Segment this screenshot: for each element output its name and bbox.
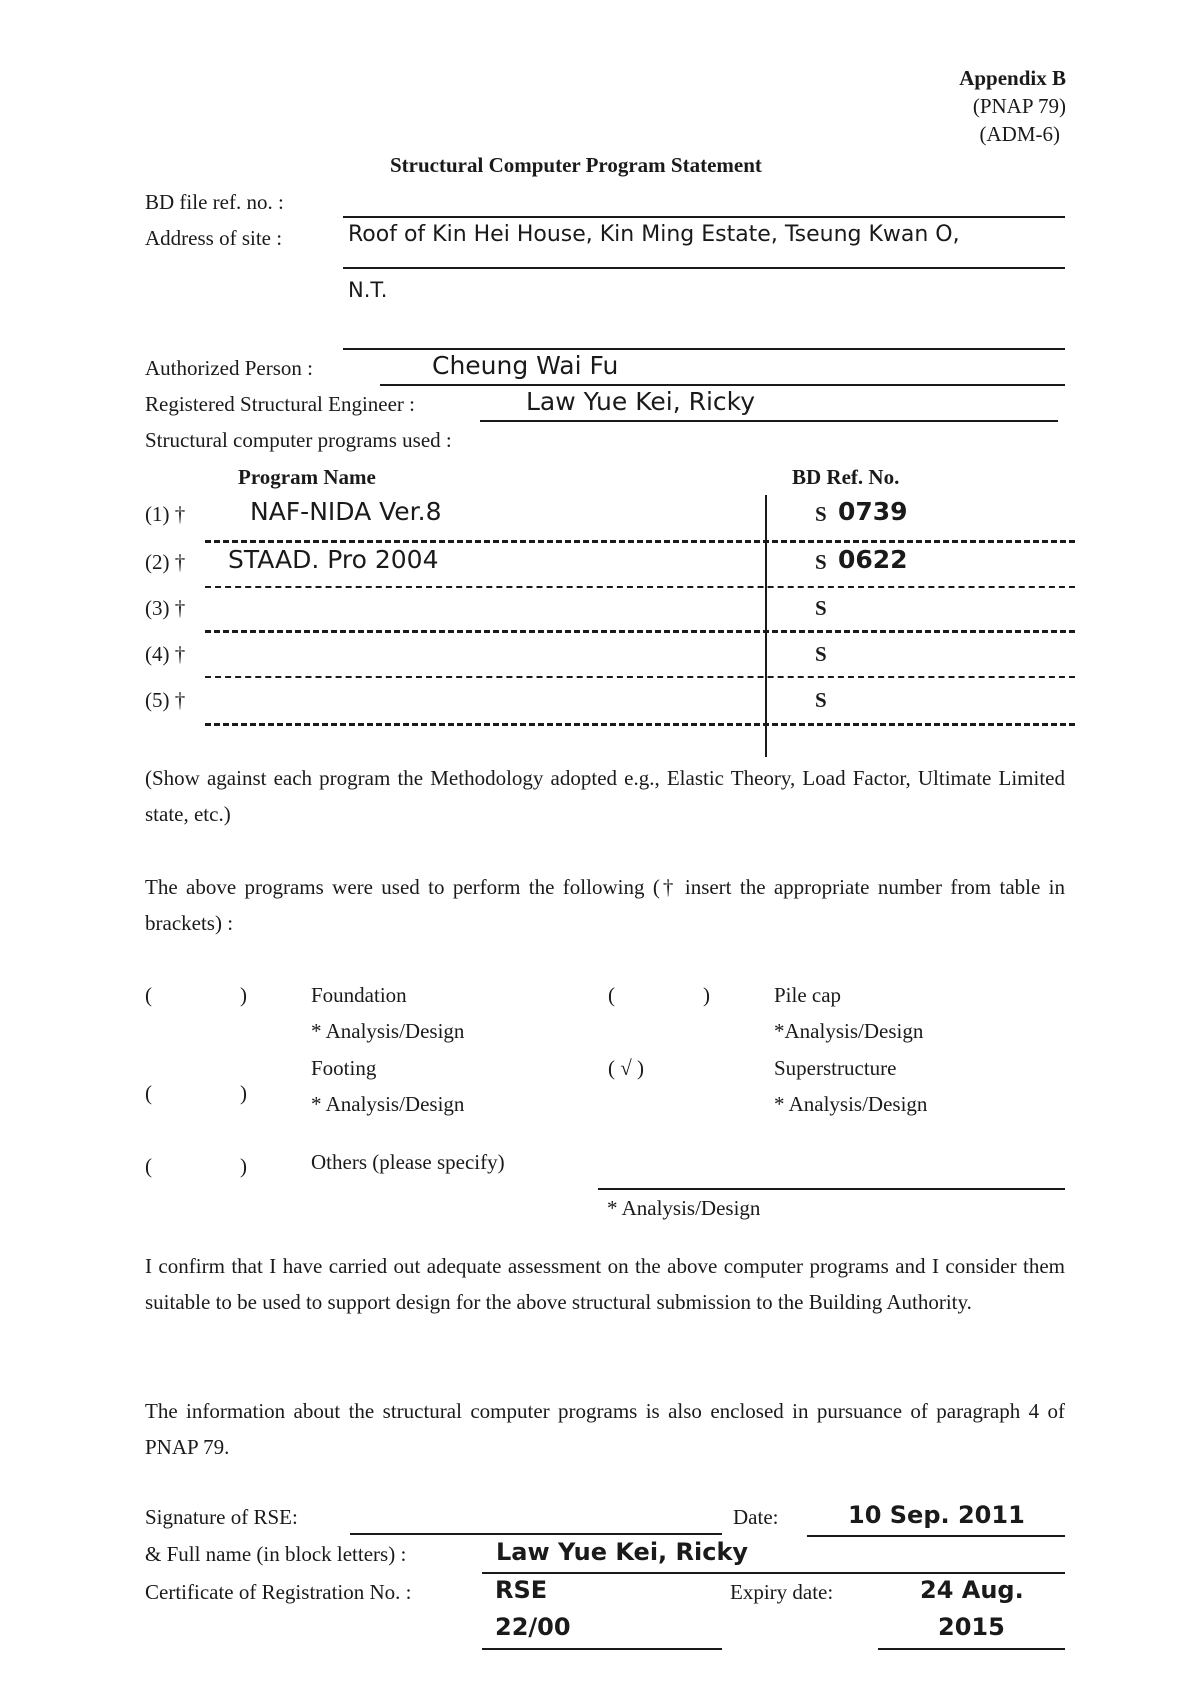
address-label: Address of site : — [145, 226, 283, 250]
foundation-label: Foundation — [311, 983, 407, 1007]
others-underline — [598, 1188, 1065, 1190]
row-3-separator — [205, 630, 1075, 633]
row-1-program-name: NAF-NIDA Ver.8 — [250, 497, 442, 526]
date-value: 10 Sep. 2011 — [848, 1501, 1025, 1529]
cert-underline — [482, 1648, 722, 1650]
address-underline-1 — [343, 267, 1065, 269]
row-5-number: (5) † — [145, 688, 186, 712]
row-2-ref-prefix: S — [815, 550, 827, 574]
others-sub: * Analysis/Design — [607, 1196, 761, 1220]
full-name-label: & Full name (in block letters) : — [145, 1542, 407, 1566]
adm-label: (ADM-6) — [979, 122, 1060, 146]
expiry-value-line-1: 24 Aug. — [920, 1576, 1024, 1604]
programs-label: Structural computer programs used : — [145, 428, 452, 452]
rse-value: Law Yue Kei, Ricky — [526, 387, 756, 416]
signature-line — [350, 1533, 722, 1535]
footing-label: Footing — [311, 1056, 377, 1080]
expiry-value-line-2: 2015 — [938, 1613, 1005, 1641]
row-1-ref-number: 0739 — [838, 497, 908, 526]
row-1-separator — [205, 540, 1075, 543]
expiry-label: Expiry date: — [730, 1580, 834, 1604]
page-title: Structural Computer Program Statement — [390, 153, 762, 177]
ap-label: Authorized Person : — [145, 356, 313, 380]
col-program-name: Program Name — [238, 465, 376, 489]
rse-underline — [480, 420, 1058, 422]
ap-value: Cheung Wai Fu — [432, 351, 619, 380]
row-2-ref-number: 0622 — [838, 545, 908, 574]
pile-cap-sub: *Analysis/Design — [774, 1019, 924, 1043]
full-name-underline — [482, 1572, 1065, 1574]
others-bracket-open: ( — [145, 1154, 152, 1178]
row-1-number: (1) † — [145, 502, 186, 526]
address-line-2: N.T. — [348, 278, 388, 302]
superstructure-checkbox[interactable]: ( √ ) — [608, 1056, 645, 1080]
others-bracket-close: ) — [240, 1154, 247, 1178]
address-line-1: Roof of Kin Hei House, Kin Ming Estate, Tseung Kwan O, — [348, 222, 960, 247]
ap-underline — [380, 384, 1065, 386]
row-3-number: (3) † — [145, 596, 186, 620]
row-5-separator — [205, 723, 1075, 726]
signature-label: Signature of RSE: — [145, 1505, 298, 1529]
cert-label: Certificate of Registration No. : — [145, 1580, 412, 1604]
row-1-ref-prefix: S — [815, 502, 827, 526]
rse-label: Registered Structural Engineer : — [145, 392, 415, 416]
row-4-ref-prefix: S — [815, 642, 827, 666]
pile-cap-bracket-close: ) — [703, 983, 710, 1007]
full-name-value: Law Yue Kei, Ricky — [496, 1538, 749, 1566]
foundation-bracket-close: ) — [240, 983, 247, 1007]
cert-value-line-1: RSE — [495, 1576, 548, 1604]
methodology-note: (Show against each program the Methodology adopted e.g., Elastic Theory, Load Factor, Ultimate Limited state, etc.) — [145, 766, 1065, 826]
row-2-number: (2) † — [145, 550, 186, 574]
superstructure-label: Superstructure — [774, 1056, 897, 1080]
pnap-label: (PNAP 79) — [972, 94, 1066, 118]
footing-sub: * Analysis/Design — [311, 1092, 465, 1116]
pile-cap-label: Pile cap — [774, 983, 842, 1007]
address-underline-2 — [343, 348, 1065, 350]
superstructure-sub: * Analysis/Design — [774, 1092, 928, 1116]
pile-cap-bracket-open: ( — [608, 983, 615, 1007]
footing-bracket-close: ) — [240, 1081, 247, 1105]
row-2-separator — [205, 586, 1075, 588]
bd-file-label: BD file ref. no. : — [145, 190, 284, 214]
date-label: Date: — [733, 1505, 779, 1529]
usage-intro: The above programs were used to perform the following († insert the appropriate number from table in brackets) : — [145, 875, 1065, 935]
date-underline — [807, 1535, 1065, 1537]
footing-bracket-open: ( — [145, 1081, 152, 1105]
appendix-label: Appendix B — [959, 66, 1066, 90]
row-2-program-name: STAAD. Pro 2004 — [228, 545, 439, 574]
cert-value-line-2: 22/00 — [495, 1613, 571, 1641]
row-3-ref-prefix: S — [815, 596, 827, 620]
expiry-underline — [878, 1648, 1065, 1650]
col-bd-ref: BD Ref. No. — [792, 465, 900, 489]
table-divider — [765, 495, 767, 757]
bd-file-underline — [343, 216, 1065, 218]
row-4-number: (4) † — [145, 642, 186, 666]
info-note: The information about the structural computer programs is also enclosed in pursuance of paragraph 4 of PNAP 79. — [145, 1399, 1065, 1459]
others-label: Others (please specify) — [311, 1150, 505, 1174]
foundation-sub: * Analysis/Design — [311, 1019, 465, 1043]
row-4-separator — [205, 676, 1075, 678]
foundation-bracket-open: ( — [145, 983, 152, 1007]
confirmation-text: I confirm that I have carried out adequate assessment on the above computer programs and I consider them suitable to be used to support design for the above structural submission to the Building Authority. — [145, 1254, 1065, 1314]
row-5-ref-prefix: S — [815, 688, 827, 712]
